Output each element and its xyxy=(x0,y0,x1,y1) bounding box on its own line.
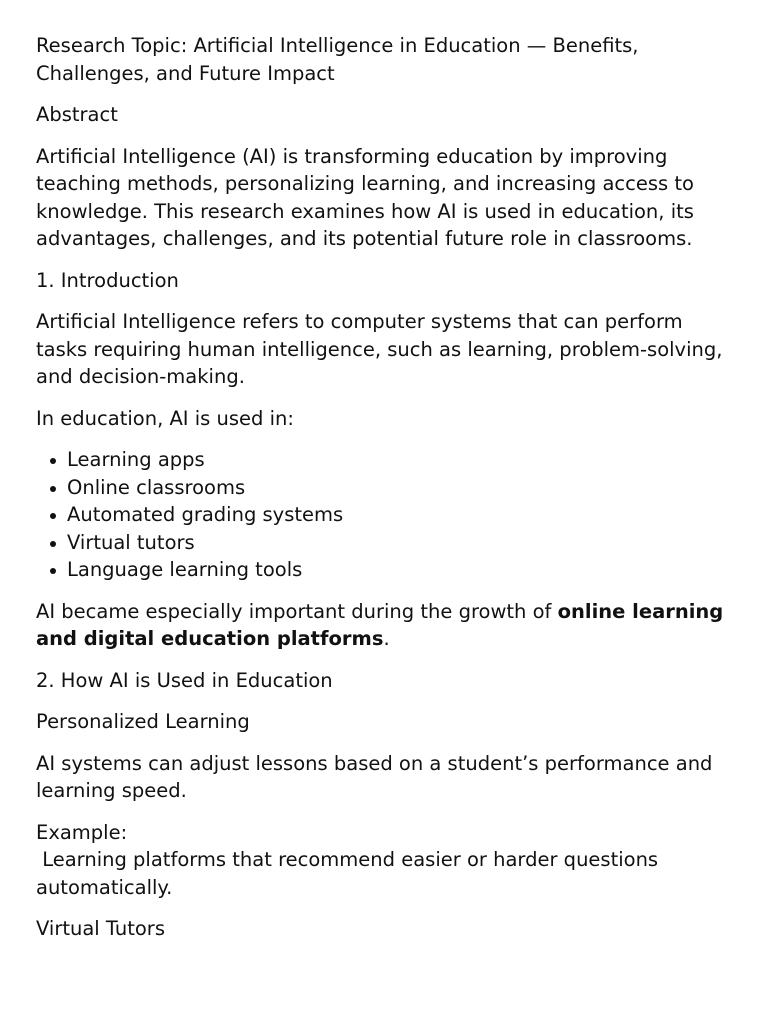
growth-text-emphasis: online learning and digital education platforms xyxy=(36,599,724,650)
section-2-heading: 2. How AI is Used in Education xyxy=(36,668,333,692)
personalized-learning-heading: Personalized Learning xyxy=(36,710,250,733)
list-item: Online classrooms xyxy=(67,474,732,502)
list-item: Virtual tutors xyxy=(67,529,732,557)
virtual-tutors-heading: Virtual Tutors xyxy=(36,917,165,940)
introduction-text: Artificial Intelligence refers to computer systems that can perform tasks requiring human intelligence, such as learning, problem-solving, and decision-making. xyxy=(36,310,723,388)
list-item: Language learning tools xyxy=(67,556,732,584)
abstract-heading: Abstract xyxy=(36,103,118,126)
example-label: Example: xyxy=(36,820,128,844)
introduction-heading: 1. Introduction xyxy=(36,268,179,292)
example-paragraph xyxy=(36,819,732,902)
uses-lead-text: In education, AI is used in: xyxy=(36,406,294,430)
research-title-line-2: Challenges, and Future Impact xyxy=(36,61,335,85)
ai-uses-list xyxy=(36,446,732,584)
list-item: Automated grading systems xyxy=(67,501,732,529)
growth-text-start: AI became especially important during the growth of xyxy=(36,599,558,623)
research-title xyxy=(36,32,732,87)
growth-text-end: . xyxy=(383,627,390,650)
personalized-learning-text: AI systems can adjust lessons based on a student’s performance and learning speed. xyxy=(36,751,713,802)
example-text: Learning platforms that recommend easier or harder questions automatically. xyxy=(36,848,665,899)
list-item: Learning apps xyxy=(67,446,732,474)
growth-paragraph xyxy=(36,598,732,653)
research-title-line-1: Research Topic: Artificial Intelligence in Education — Benefits, xyxy=(36,34,639,57)
abstract-text: Artificial Intelligence (AI) is transforming education by improving teaching methods, personalizing learning, and increasing access to knowledge. This research examines how AI is used in education, its advantages, challenges, and its potential future role in classrooms. xyxy=(36,144,694,250)
